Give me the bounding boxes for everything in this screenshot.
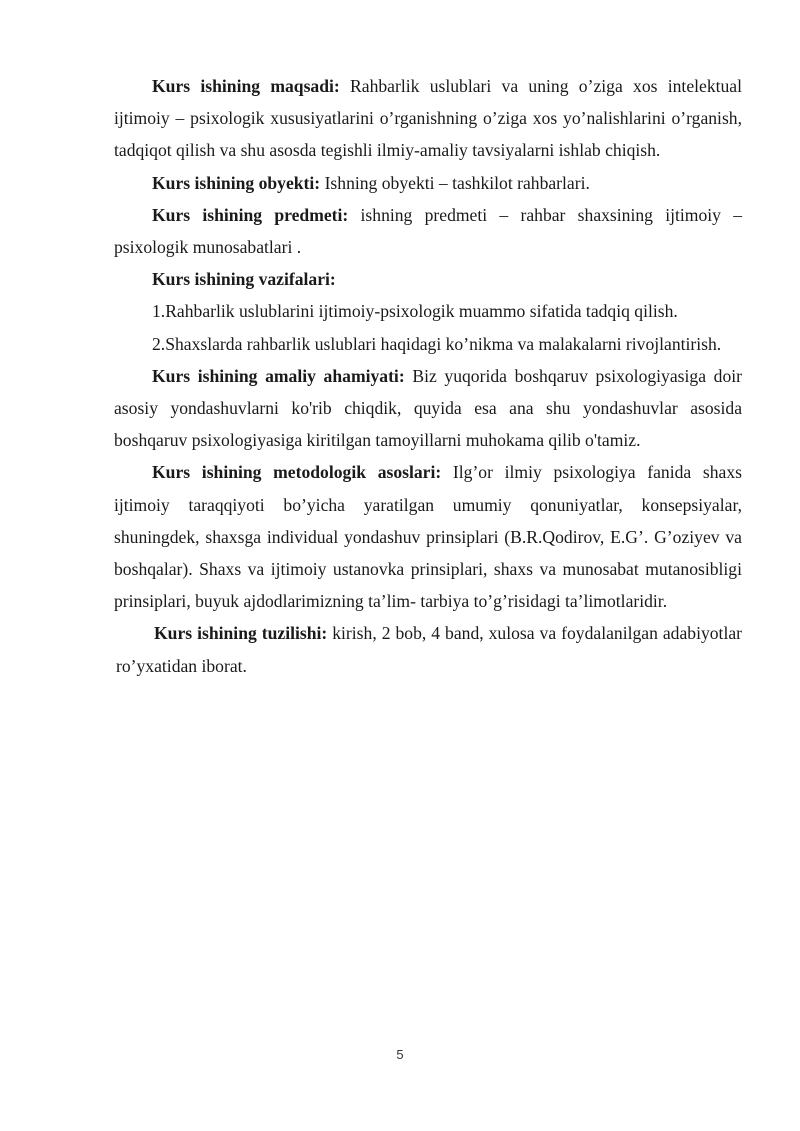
list-item-1 xyxy=(114,295,742,327)
paragraph-text: kirish, 2 bob, 4 band, xulosa va foydalanilgan adabiyotlar ro’yxatidan iborat. xyxy=(116,623,742,676)
paragraph-label: Kurs ishining amaliy ahamiyati: xyxy=(152,365,405,386)
paragraph-label: Kurs ishining maqsadi: xyxy=(152,76,340,96)
paragraph-label: Kurs ishining obyekti: xyxy=(152,172,321,193)
paragraph-text: Biz yuqorida boshqaruv psixologiyasiga doir asosiy yondashuvlarni ko'rib chiqdik, quyida esa ana shu yondashuvlar asosida boshqaruv psixologiyasiga kiritilgan tamoyillarni muhokama qilib o'tamiz. xyxy=(114,365,742,451)
list-item-text: 2.Shaxslarda rahbarlik uslublari haqidagi ko’nikma va malakalarni rivojlantirish. xyxy=(152,333,722,354)
paragraph-tuzilishi xyxy=(116,617,742,681)
paragraph-text: Rahbarlik uslublari va uning o’ziga xos intelektual ijtimoiy – psixologik xususiyatlarini o’rganishning o’ziga xos yo’nalishlarini o’rganish, tadqiqot qilish va shu asosda tegishli ilmiy-amaliy tavsiyalarni ishlab chiqish. xyxy=(114,76,743,161)
document-page xyxy=(114,70,742,682)
paragraph-label: Kurs ishining predmeti: xyxy=(152,204,349,225)
paragraph-metodologik-asoslari xyxy=(114,456,742,617)
paragraph-label: Kurs ishining vazifalari: xyxy=(152,269,336,290)
paragraph-label: Kurs ishining tuzilishi: xyxy=(154,623,328,644)
paragraph-label: Kurs ishining metodologik asoslari: xyxy=(152,462,442,483)
paragraph-text: Ishning obyekti – tashkilot rahbarlari. xyxy=(320,172,590,193)
paragraph-maqsadi xyxy=(114,70,742,167)
paragraph-vazifalari xyxy=(114,263,742,295)
paragraph-amaliy-ahamiyati xyxy=(114,360,742,457)
paragraph-text: Ilg’or ilmiy psixologiya fanida shaxs ijtimoiy taraqqiyoti bo’yicha yaratilgan umumiy qonuniyatlar, konsepsiyalar, shuningdek, shaxsga individual yondashuv prinsiplari (B.R.Qodirov, E.G’. G’oziyev va boshqalar). Shaxs va ijtimoiy ustanovka prinsiplari, shaxs va munosabat mutanosibligi prinsiplari, buyuk ajdodlarimizning ta’lim- tarbiya to’g’risidagi ta’limotlaridir. xyxy=(114,462,742,612)
list-item-text: 1.Rahbarlik uslublarini ijtimoiy-psixologik muammo sifatida tadqiq qilish. xyxy=(152,301,678,322)
paragraph-obyekti xyxy=(114,167,742,199)
paragraph-predmeti xyxy=(114,199,742,263)
page-number: 5 xyxy=(396,1047,404,1062)
list-item-2 xyxy=(114,328,742,360)
paragraph-text: ishning predmeti – rahbar shaxsining ijtimoiy – psixologik munosabatlari . xyxy=(114,204,742,258)
